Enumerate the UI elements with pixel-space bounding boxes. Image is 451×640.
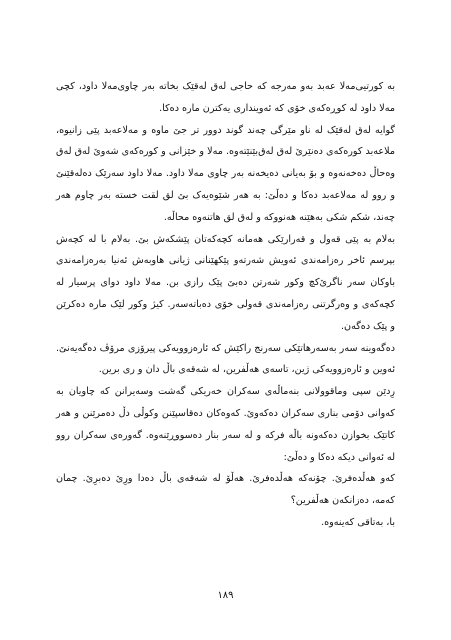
paragraph-1: به کورتیی‌مه‌لا عه‌بد به‌و مه‌رجه که حاجی له‌ق له‌قێک بخاته به‌ر چاوی‌مه‌لا داود، کچی مه‌لا داود له کوڕه‌که‌ی خۆی که ئه‌ویندارى یه‌کترن ماره ده‌کا. (56, 81, 395, 114)
paragraph-3: به‌لام به پێی قه‌ول و قه‌رارێکی هه‌مانه کچه‌که‌تان پێشکه‌ش بێ. به‌لام با له کچه‌ش بپرسم ئاخر ره‌زامه‌ندی ئه‌ویش شه‌رته‌و پێکهێنانی ژیانی هاوبه‌ش ئه‌نیا به‌ره‌زامه‌ندی باوکان سه‌ر ناگرێ‌کچ وکور شه‌رتن ده‌بێ پێک رازی بن. مه‌لا داود دوای پرسیار له کچه‌که‌ی و وه‌رگرتنی ره‌زامه‌ندی قه‌ولی خۆی ده‌باته‌سه‌ر. کیژ وکور لێک ماره ده‌کرێن و پێک ده‌گه‌ن. (56, 233, 395, 332)
paragraph-4: ده‌گه‌وینه سه‌ر به‌سه‌رهاتێکی سه‌رنج راکێش که ئاره‌زوویه‌کی پیرۆزی مرۆڤ ده‌گه‌یه‌نێ. ئه‌وین و ئاره‌زوویه‌کی ژین، تاسه‌ی هه‌ڵفرین، له شه‌قه‌ی باڵ دان و ری برین. (56, 342, 395, 376)
paragraph-7: با، به‌تاقی که‌ینه‌وه. (321, 516, 395, 528)
page-number: ١٨٩ (217, 590, 234, 601)
paragraph-6: که‌و هه‌ڵده‌فرێ. چۆنه‌که هه‌ڵده‌فرێ. هه‌ڵۆ له شه‌قه‌ی باڵ ده‌دا ورِێ ده‌برِێ. چمان که‌مه‌، ده‌زانکه‌ن هه‌ڵفرین؟ (56, 473, 395, 507)
paragraph-5: رِدێن سپی وماقوولانی بنه‌ماڵه‌ی سه‌کران خه‌ریکی گه‌شت وسه‌یرانن که چاویان به که‌وانی دۆمی بناری سه‌کران ده‌که‌وێ. که‌وه‌کان ده‌قاسپێنن وکوڵی دڵ ده‌مرێنن و هه‌ر کاتێک بخوازن ده‌که‌ونه باڵه فرکه و له سه‌ر بنار ده‌سووڕێنه‌وه. گه‌وره‌ی سه‌کران روو له ئه‌وانی دیکه ده‌کا و ده‌ڵێ: (56, 386, 395, 463)
paragraph-2: گوایه له‌ق له‌قێک له ناو مێرگی چه‌ند گوند دوور تر جێ ماوه و مه‌لاعه‌بد پێی زانیوه، ملاعه‌بد کوره‌که‌ی ده‌نێرێ له‌ق له‌ق‌بێنێته‌وه. مه‌لا و خێزانی و کوره‌که‌ی شه‌وێ له‌ق له‌ق وه‌حاڵ ده‌خه‌نه‌وه و بۆ به‌یانی ده‌یخه‌نه به‌ر چاوی مه‌لا داود. مه‌لا داود سه‌رێک ده‌له‌قێنێ و روو له مه‌لاعه‌بد ده‌کا و ده‌ڵێ: به هه‌ر شێوه‌یه‌ک بێ لق لقت خسته به‌ر چاوم هه‌ر چه‌ند، شکم شکی به‌هێنه هه‌نووکه و له‌ق لق هاتنه‌وه محاڵه. (56, 124, 395, 223)
body-text (56, 76, 395, 534)
